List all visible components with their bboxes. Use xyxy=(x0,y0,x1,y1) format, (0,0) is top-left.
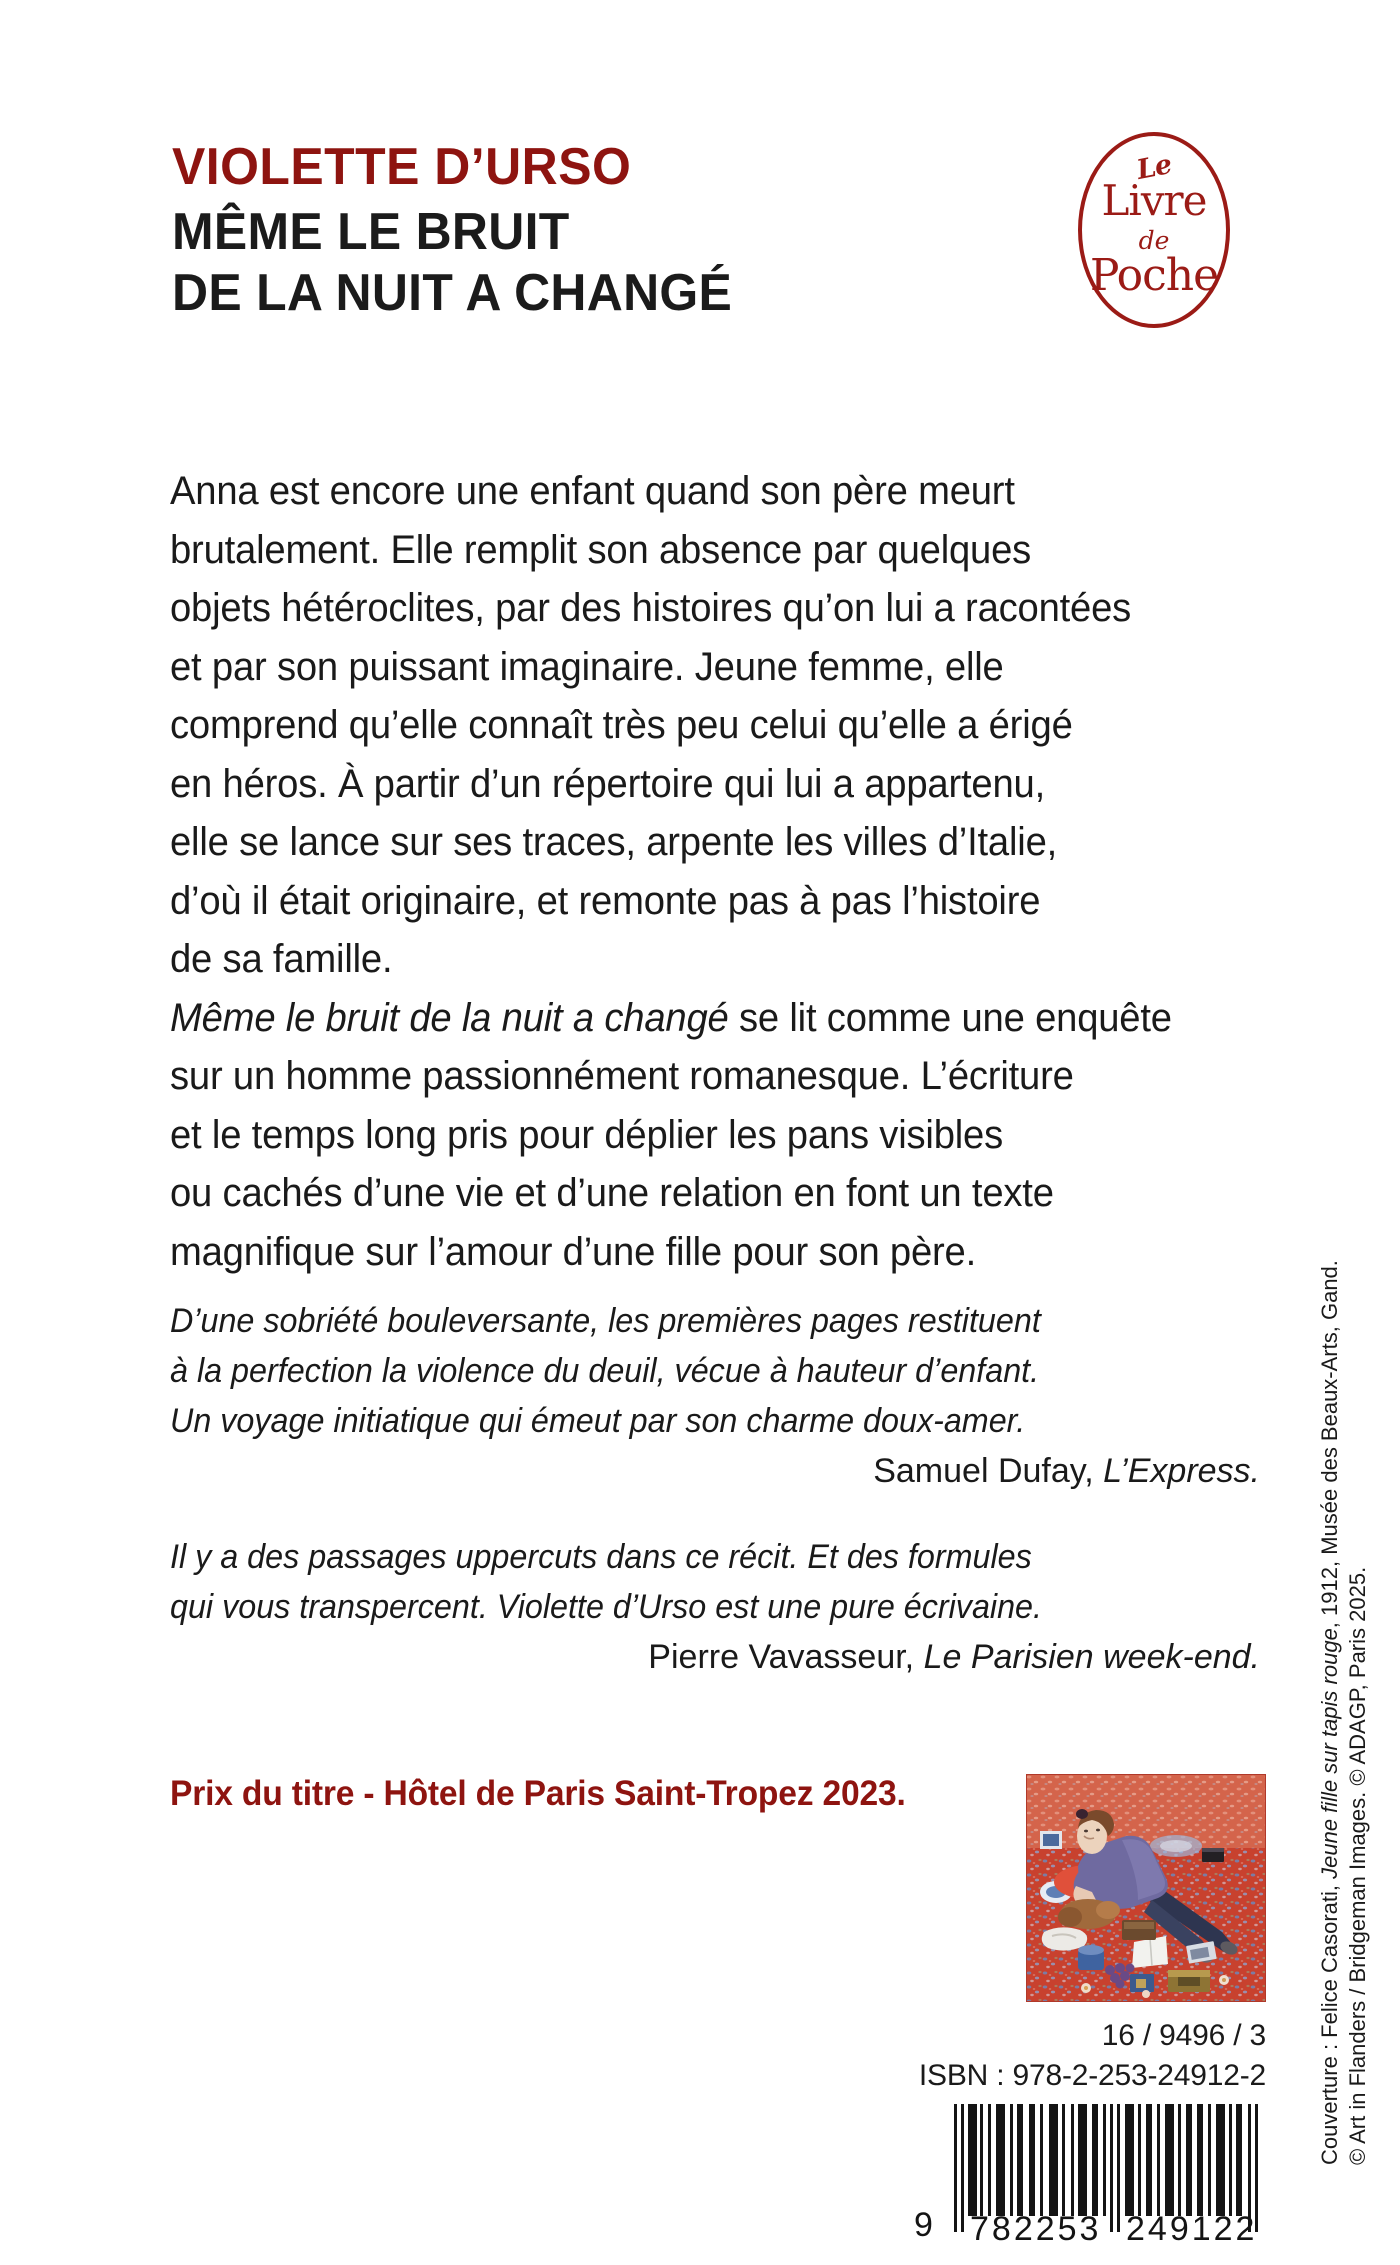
logo-text-livre: Livre xyxy=(1101,176,1207,225)
livre-de-poche-logo xyxy=(1078,132,1230,328)
isbn-block xyxy=(620,2016,1266,2096)
quote-attribution xyxy=(170,1446,1260,1496)
logo-text-de: de xyxy=(1138,226,1170,255)
quote-line: Un voyage initiatique qui émeut par son charme doux-amer. xyxy=(170,1402,1026,1440)
blurb-line: sur un homme passionnément romanesque. L’écriture xyxy=(170,1054,1074,1098)
attribution-source: L’Express. xyxy=(1103,1452,1260,1490)
quote-line: D’une sobriété bouleversante, les premières pages restituent xyxy=(170,1302,1041,1340)
blurb-paragraph-2 xyxy=(170,989,1260,1282)
quote-line: Il y a des passages uppercuts dans ce récit. Et des formules xyxy=(170,1538,1032,1576)
prize-line: Prix du titre - Hôtel de Paris Saint-Tropez 2023. xyxy=(170,1774,906,1813)
credit-line-1 xyxy=(1316,1260,1344,2165)
cover-artwork-thumbnail xyxy=(1026,1774,1266,2002)
blurb-line-remainder: se lit comme une enquête xyxy=(728,995,1172,1040)
blurb-line: ou cachés d’une vie et d’une relation en font un texte xyxy=(170,1171,1054,1215)
blurb-paragraph-1 xyxy=(170,462,1260,989)
blurb-line: objets hétéroclites, par des histoires qu’on lui a racontées xyxy=(170,586,1132,630)
press-quote xyxy=(170,1532,1260,1682)
book-title xyxy=(172,202,1190,324)
artwork-credit xyxy=(1317,1165,1394,2165)
logo-text-le: Le xyxy=(1134,149,1174,186)
internal-code-line: 16 / 9496 / 3 xyxy=(1101,2019,1266,2052)
press-quote xyxy=(170,1296,1260,1496)
blurb-line: brutalement. Elle remplit son absence par quelques xyxy=(170,527,1032,572)
logo-text-poche: Poche xyxy=(1089,250,1219,301)
attribution-author: Pierre Vavasseur, xyxy=(648,1638,924,1676)
inline-book-title: Même le bruit de la nuit a changé xyxy=(170,995,729,1040)
quote-line: qui vous transpercent. Violette d’Urso est une pure écrivaine. xyxy=(170,1588,1042,1626)
blurb-text xyxy=(170,462,1260,1281)
blurb-line: de sa famille. xyxy=(170,937,393,981)
blurb-line: d’où il était originaire, et remonte pas à pas l’histoire xyxy=(170,878,1041,923)
credit-prefix: Couverture : Felice Casorati, xyxy=(1317,1878,1342,2165)
title-line-1: MÊME LE BRUIT xyxy=(172,203,570,262)
blurb-line: magnifique sur l’amour d’une fille pour son père. xyxy=(170,1229,977,1274)
attribution-source: Le Parisien week-end. xyxy=(923,1638,1260,1676)
author-name: VIOLETTE D’URSO xyxy=(172,138,632,196)
credit-line-2: © Art in Flanders / Bridgeman Images. © ADAGP, Paris 2025. xyxy=(1345,1566,1370,2165)
cover-header xyxy=(172,140,1232,324)
blurb-line: comprend qu’elle connaît très peu celui qu’elle a érigé xyxy=(170,703,1073,747)
svg-text:782253: 782253 xyxy=(970,2210,1102,2248)
blurb-line: elle se lance sur ses traces, arpente les villes d’Italie, xyxy=(170,820,1058,864)
quote-attribution xyxy=(170,1632,1260,1682)
credit-suffix: , 1912, Musée des Beaux-Arts, Gand. xyxy=(1317,1260,1342,1629)
svg-text:9: 9 xyxy=(914,2206,933,2244)
svg-text:249122: 249122 xyxy=(1126,2210,1258,2248)
press-quotes xyxy=(170,1296,1260,1718)
isbn-line: ISBN : 978-2-253-24912-2 xyxy=(918,2059,1266,2092)
credit-artwork-title: Jeune fille sur tapis rouge xyxy=(1317,1628,1342,1879)
blurb-line-with-title xyxy=(170,989,1211,1048)
blurb-line: en héros. À partir d’un répertoire qui lui a appartenu, xyxy=(170,761,1046,806)
attribution-author: Samuel Dufay, xyxy=(873,1452,1104,1490)
quote-line: à la perfection la violence du deuil, vécue à hauteur d’enfant. xyxy=(170,1352,1040,1390)
blurb-line: et par son puissant imaginaire. Jeune femme, elle xyxy=(170,644,1004,689)
ean13-barcode xyxy=(910,2098,1266,2248)
blurb-line: et le temps long pris pour déplier les pans visibles xyxy=(170,1112,1004,1157)
title-line-2: DE LA NUIT A CHANGÉ xyxy=(172,263,733,322)
artwork-credit-rotated xyxy=(1316,1260,1372,2165)
blurb-line: Anna est encore une enfant quand son père meurt xyxy=(170,469,1015,513)
